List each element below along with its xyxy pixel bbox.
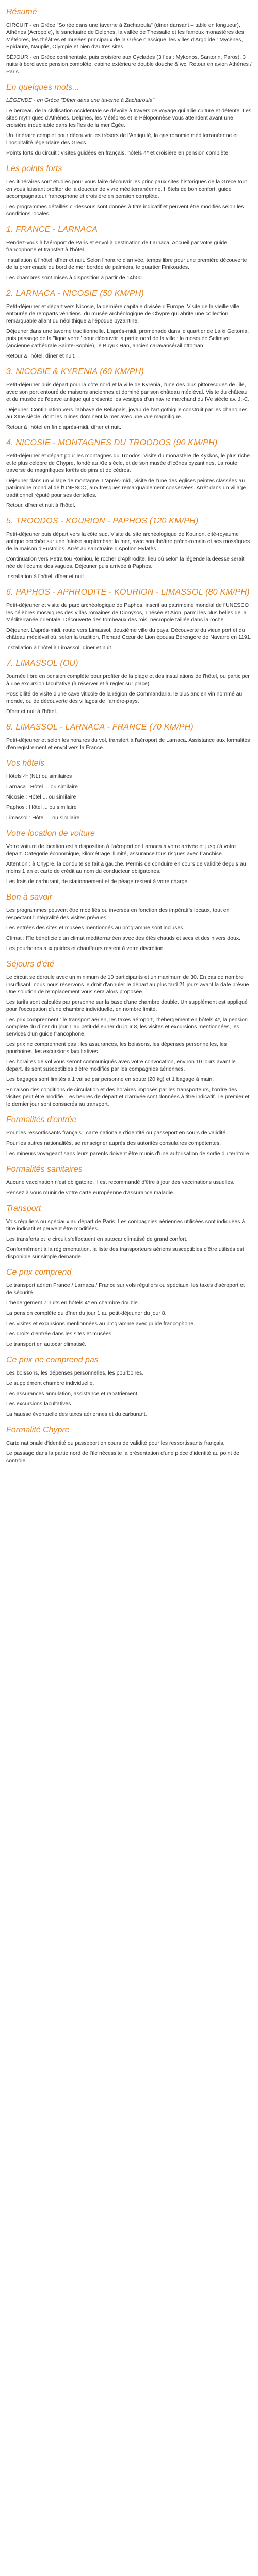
section	[6, 658, 252, 715]
paragraph: Les frais de carburant, de stationnement et de péage restent à votre charge.	[6, 878, 189, 885]
paragraph: Les assurances annulation, assistance et rapatriement.	[6, 1391, 139, 1397]
paragraph: Continuation vers Petra tou Romiou, le rocher d'Aphrodite, lieu où selon la légende la déesse serait née de l'écume des vagues. Déjeuner puis arrivée à Paphos.	[6, 556, 245, 569]
paragraph: Le passage dans la partie nord de l'île nécessite la présentation d'une pièce d'identité au point de contrôle.	[6, 1450, 239, 1464]
section	[6, 7, 252, 75]
paragraph: Un itinéraire complet pour découvrir les trésors de l'Antiquité, la gastronomie méditerranéenne et l'hospitalité légendaire des Grecs.	[6, 132, 238, 146]
paragraph: Petit-déjeuner et visite du parc archéologique de Paphos, inscrit au patrimoine mondial de l'UNESCO : les célèbres mosaïques des villas romaines de Dionysos, Thésée et Aion, parmi les plus belles de la Méditerranée orientale. Découverte des tombeaux des rois, nécropole taillée dans la roche.	[6, 602, 252, 623]
paragraph: En raison des conditions de circulation et des horaires imposés par les transporteurs, l'ordre des visites peut être modifié. Les heures de départ et d'arrivée sont données à titre indicatif. Le premier et le dernier jour sont consacrés au transport.	[6, 1087, 250, 1107]
section-heading: 7. LIMASSOL (OU)	[6, 659, 78, 668]
section	[6, 289, 252, 360]
paragraph: Déjeuner dans une taverne traditionnelle. L'après-midi, promenade dans le quartier de Laiki Geitonia, puis passage de la "ligne verte" pour découvrir la partie nord de la ville : la mosquée Selimiye (ancienne cathédrale Sainte-Sophie), le Büyük Han, ancien caravansérail ottoman.	[6, 328, 249, 349]
paragraph: Pour les autres nationalités, se renseigner auprès des autorités consulaires compétentes.	[6, 1140, 221, 1146]
paragraph: Les programmes détaillés ci-dessous sont donnés à titre indicatif et peuvent être modifiés selon les conditions locales.	[6, 204, 244, 217]
paragraph: Les horaires de vol vous seront communiqués avec votre convocation, environ 10 jours avant le départ. Ils sont susceptibles d'être modifiés par les compagnies aériennes.	[6, 1059, 236, 1072]
section	[6, 82, 252, 157]
paragraph: CIRCUIT - en Grèce "Soirée dans une taverne à Zacharoula" (dîner dansant – table en longueur), Athènes (Acropole), le sanctuaire de Delphes, la vallée de Thessalie et les fameux monastères des Météores, les théâtres et musées principaux de la Grèce classique, les villes d'Argolide : Mycènes, Épidaure, Nauplie, Olympie et bien d'autres sites.	[6, 22, 244, 50]
paragraph: Points forts du circuit : visites guidées en français, hôtels 4* et croisière en pension complète.	[6, 150, 230, 156]
section-heading: Séjours d'été	[6, 960, 54, 969]
paragraph: Paphos : Hôtel ... ou similaire	[6, 804, 77, 810]
paragraph: Les itinéraires sont étudiés pour vous faire découvrir les principaux sites historiques de la Grèce tout en vous laissant profiter de la douceur de vivre méditerranéenne. Hôtels de bon confort, guide accompagnateur francophone et croisière en pension complète.	[6, 179, 247, 199]
paragraph: Petit-déjeuner et selon les horaires du vol, transfert à l'aéroport de Larnaca. Assistance aux formalités d'enregistrement et envol vers la France.	[6, 737, 250, 751]
section	[6, 225, 252, 281]
paragraph: Votre voiture de location est à disposition à l'aéroport de Larnaca à votre arrivée et jusqu'à votre départ. Catégorie économique, kilométrage illimité, assurance tous risques avec franchise.	[6, 843, 236, 857]
section-heading: Formalités d'entrée	[6, 1115, 77, 1124]
paragraph: La pension complète du dîner du jour 1 au petit-déjeuner du jour 8.	[6, 1310, 167, 1316]
paragraph: Le circuit se déroule avec un minimum de 10 participants et un maximum de 30. En cas de nombre insuffisant, nous nous réservons le droit d'annuler le départ au plus tard 21 jours avant la date prévue. Une solution de remplacement vous sera alors proposée.	[6, 974, 251, 995]
section-heading: Formalité Chypre	[6, 1426, 70, 1434]
section	[6, 1267, 252, 1348]
section-heading: 6. PAPHOS - APHRODITE - KOURION - LIMASSOL (80 KM/PH)	[6, 588, 250, 597]
paragraph: Les programmes peuvent être modifiés ou inversés en fonction des impératifs locaux, tout en respectant l'intégralité des visites prévues.	[6, 907, 230, 921]
section-heading: 4. NICOSIE - MONTAGNES DU TROODOS (90 KM/PH)	[6, 438, 218, 447]
section-heading: 5. TROODOS - KOURION - PAPHOS (120 KM/PH)	[6, 517, 199, 526]
paragraph: Les pourboires aux guides et chauffeurs restent à votre discrétion.	[6, 945, 165, 952]
paragraph: Déjeuner. Continuation vers l'abbaye de Bellapais, joyau de l'art gothique construit par les chanoines au XIIIe siècle, dont les ruines dominent la mer avec une vue magnifique.	[6, 406, 248, 420]
paragraph: Petit-déjeuner et départ vers Nicosie, la dernière capitale divisée d'Europe. Visite de la vieille ville entourée de remparts vénitiens, du musée archéologique de Chypre qui abrite une collection remarquable allant du néolithique à l'époque byzantine.	[6, 303, 239, 324]
section-heading: 1. FRANCE - LARNACA	[6, 225, 98, 234]
paragraph: Journée libre en pension complète pour profiter de la plage et des installations de l'hôtel, ou participer à une excursion facultative (à réserver et à régler sur place).	[6, 673, 250, 687]
paragraph: Vols réguliers ou spéciaux au départ de Paris. Les compagnies aériennes utilisées sont indiquées à titre indicatif et peuvent être modifiées.	[6, 1218, 245, 1232]
paragraph: Les tarifs sont calculés par personne sur la base d'une chambre double. Un supplément est appliqué pour l'occupation d'une chambre individuelle, en nombre limité.	[6, 999, 248, 1012]
paragraph: Conformément à la réglementation, la liste des transporteurs aériens susceptibles d'être utilisés est disponible sur simple demande.	[6, 1246, 244, 1260]
section-heading: Ce prix ne comprend pas	[6, 1355, 99, 1364]
paragraph: Limassol : Hôtel ... ou similaire	[6, 815, 80, 821]
paragraph: Les prix ne comprennent pas : les assurances, les boissons, les dépenses personnelles, les pourboires, les excursions facultatives.	[6, 1041, 227, 1055]
paragraph: Nicosie : Hôtel ... ou similaire	[6, 794, 76, 800]
paragraph: L'hébergement 7 nuits en hôtels 4* en chambre double.	[6, 1300, 139, 1306]
paragraph: Hôtels 4* (NL) ou similaires :	[6, 773, 75, 779]
section	[6, 1115, 252, 1157]
section	[6, 1204, 252, 1260]
section	[6, 587, 252, 651]
section-heading: Bon à savoir	[6, 893, 52, 902]
paragraph: LÉGENDE - en Grèce "Dîner dans une taverne à Zacharoula"	[6, 97, 155, 104]
paragraph: Les prix comprennent : le transport aérien, les taxes aéroport, l'hébergement en hôtels 4*, la pension complète du dîner du jour 1 au petit-déjeuner du jour 8, les visites et excursions mentionnées, les services d'un guide francophone.	[6, 1016, 248, 1037]
paragraph: Les chambres sont mises à disposition à partir de 14h00.	[6, 275, 143, 281]
section-heading: 3. NICOSIE & KYRENIA (60 KM/PH)	[6, 367, 144, 376]
section-heading: Votre location de voiture	[6, 829, 95, 838]
paragraph: Les transferts et le circuit s'effectuent en autocar climatisé de grand confort.	[6, 1236, 188, 1242]
section-heading: En quelques mots...	[6, 83, 79, 92]
paragraph: Les mineurs voyageant sans leurs parents doivent être munis d'une autorisation de sortie du territoire.	[6, 1150, 251, 1157]
paragraph: Aucune vaccination n'est obligatoire. Il est recommandé d'être à jour des vaccinations usuelles.	[6, 1179, 235, 1185]
paragraph: La hausse éventuelle des taxes aériennes et du carburant.	[6, 1411, 147, 1417]
paragraph: Le transport aérien France / Larnaca / France sur vols réguliers ou spéciaux, les taxes d'aéroport et de sécurité.	[6, 1282, 245, 1296]
paragraph: Les bagages sont limités à 1 valise par personne en soute (20 kg) et 1 bagage à main.	[6, 1076, 214, 1082]
paragraph: Rendez-vous à l'aéroport de Paris et envol à destination de Larnaca. Accueil par votre guide francophone et transfert à l'hôtel.	[6, 240, 228, 253]
paragraph: Déjeuner. L'après-midi, route vers Limassol, deuxième ville du pays. Découverte du vieux port et du château médiéval où, selon la tradition, Richard Cœur de Lion épousa Bérengère de Navarre en 1191.	[6, 627, 252, 640]
paragraph: Déjeuner dans un village de montagne. L'après-midi, visite de l'une des églises peintes classées au patrimoine mondial de l'UNESCO, aux fresques remarquablement conservées. Arrêt dans un village traditionnel réputé pour ses dentelles.	[6, 478, 246, 498]
section	[6, 164, 252, 217]
paragraph: Petit-déjeuner puis départ pour la côte nord et la ville de Kyrenia, l'une des plus pittoresques de l'île, avec son port entouré de maisons anciennes et dominé par son château médiéval. Visite du château et du musée de l'épave antique qui présente les vestiges d'un navire marchand du IVe siècle av. J.-C.	[6, 382, 250, 402]
section-heading: Vos hôtels	[6, 759, 45, 768]
paragraph: Le transport en autocar climatisé.	[6, 1341, 87, 1347]
section-heading: Ce prix comprend	[6, 1268, 72, 1277]
section	[6, 828, 252, 885]
paragraph: SÉJOUR - en Grèce continentale, puis croisière aux Cyclades (3 îles : Mykonos, Santorin, Paros), 3 nuits à bord avec pension complète, cabine extérieure double douche & wc. Retour en avion Athènes / Paris.	[6, 54, 252, 75]
paragraph: Petit-déjeuner puis départ vers la côte sud. Visite du site archéologique de Kourion, cité-royaume antique perchée sur une falaise surplombant la mer, avec son théâtre gréco-romain et ses mosaïques de la maison d'Eustolios. Arrêt au sanctuaire d'Apollon Hylatès.	[6, 531, 250, 552]
paragraph: Petit-déjeuner et départ pour les montagnes du Troodos. Visite du monastère de Kykkos, le plus riche et le plus célèbre de Chypre, fondé au XIe siècle, et de son musée d'icônes byzantines. La route traverse de magnifiques forêts de pins et de cèdres.	[6, 453, 250, 473]
paragraph: Les droits d'entrée dans les sites et musées.	[6, 1331, 113, 1337]
section	[6, 438, 252, 509]
paragraph: Possibilité de visite d'une cave viticole de la région de Commandaria, le plus ancien vin nommé au monde, ou de découverte des villages de l'arrière-pays.	[6, 691, 243, 704]
section	[6, 1164, 252, 1196]
section-heading: Les points forts	[6, 164, 62, 173]
section	[6, 758, 252, 821]
paragraph: Les excursions facultatives.	[6, 1401, 73, 1407]
paragraph: Carte nationale d'identité ou passeport en cours de validité pour les ressortissants français.	[6, 1440, 225, 1446]
paragraph: Pensez à vous munir de votre carte européenne d'assurance maladie.	[6, 1190, 174, 1196]
section	[6, 367, 252, 431]
paragraph: Larnaca : Hôtel ... ou similaire	[6, 784, 78, 790]
paragraph: Les entrées des sites et musées mentionnés au programme sont incluses.	[6, 925, 185, 931]
section-heading: 2. LARNACA - NICOSIE (50 KM/PH)	[6, 289, 144, 298]
paragraph: Les boissons, les dépenses personnelles, les pourboires.	[6, 1370, 144, 1376]
paragraph: Dîner et nuit à l'hôtel.	[6, 708, 57, 715]
paragraph: Climat : l'île bénéficie d'un climat méditerranéen avec des étés chauds et secs et des hivers doux.	[6, 935, 240, 941]
paragraph: Retour à l'hôtel en fin d'après-midi, dîner et nuit.	[6, 424, 121, 430]
section-heading: Résumé	[6, 8, 37, 16]
section	[6, 516, 252, 580]
section	[6, 1425, 252, 1464]
paragraph: Installation à l'hôtel à Limassol, dîner et nuit.	[6, 645, 113, 651]
section	[6, 722, 252, 751]
section-heading: Transport	[6, 1204, 41, 1213]
paragraph: Le supplément chambre individuelle.	[6, 1380, 94, 1386]
paragraph: Les visites et excursions mentionnées au programme avec guide francophone.	[6, 1320, 195, 1327]
paragraph: Pour les ressortissants français : carte nationale d'identité ou passeport en cours de validité.	[6, 1130, 228, 1136]
section	[6, 892, 252, 952]
paragraph: Attention : à Chypre, la conduite se fait à gauche. Permis de conduire en cours de validité depuis au moins 1 an et carte de crédit au nom du conducteur obligatoires.	[6, 861, 246, 874]
paragraph: Retour, dîner et nuit à l'hôtel.	[6, 502, 75, 509]
section-heading: 8. LIMASSOL - LARNACA - FRANCE (70 KM/PH)	[6, 723, 194, 732]
document-page	[0, 7, 258, 1478]
section-heading: Formalités sanitaires	[6, 1165, 83, 1174]
section	[6, 959, 252, 1108]
paragraph: Installation à l'hôtel, dîner et nuit. Selon l'horaire d'arrivée, temps libre pour une première découverte de la promenade du bord de mer bordée de palmiers, le quartier Finikoudes.	[6, 257, 247, 270]
paragraph: Installation à l'hôtel, dîner et nuit.	[6, 573, 86, 580]
section	[6, 1355, 252, 1418]
paragraph: Retour à l'hôtel, dîner et nuit.	[6, 353, 76, 359]
paragraph: Le berceau de la civilisation occidentale se dévoile à travers ce voyage qui allie culture et détente. Les sites mythiques d'Athènes, Delphes, les Météores et le Péloponnèse vous attendent avant une croisière inoubliable dans les îles de la mer Égée.	[6, 108, 252, 128]
